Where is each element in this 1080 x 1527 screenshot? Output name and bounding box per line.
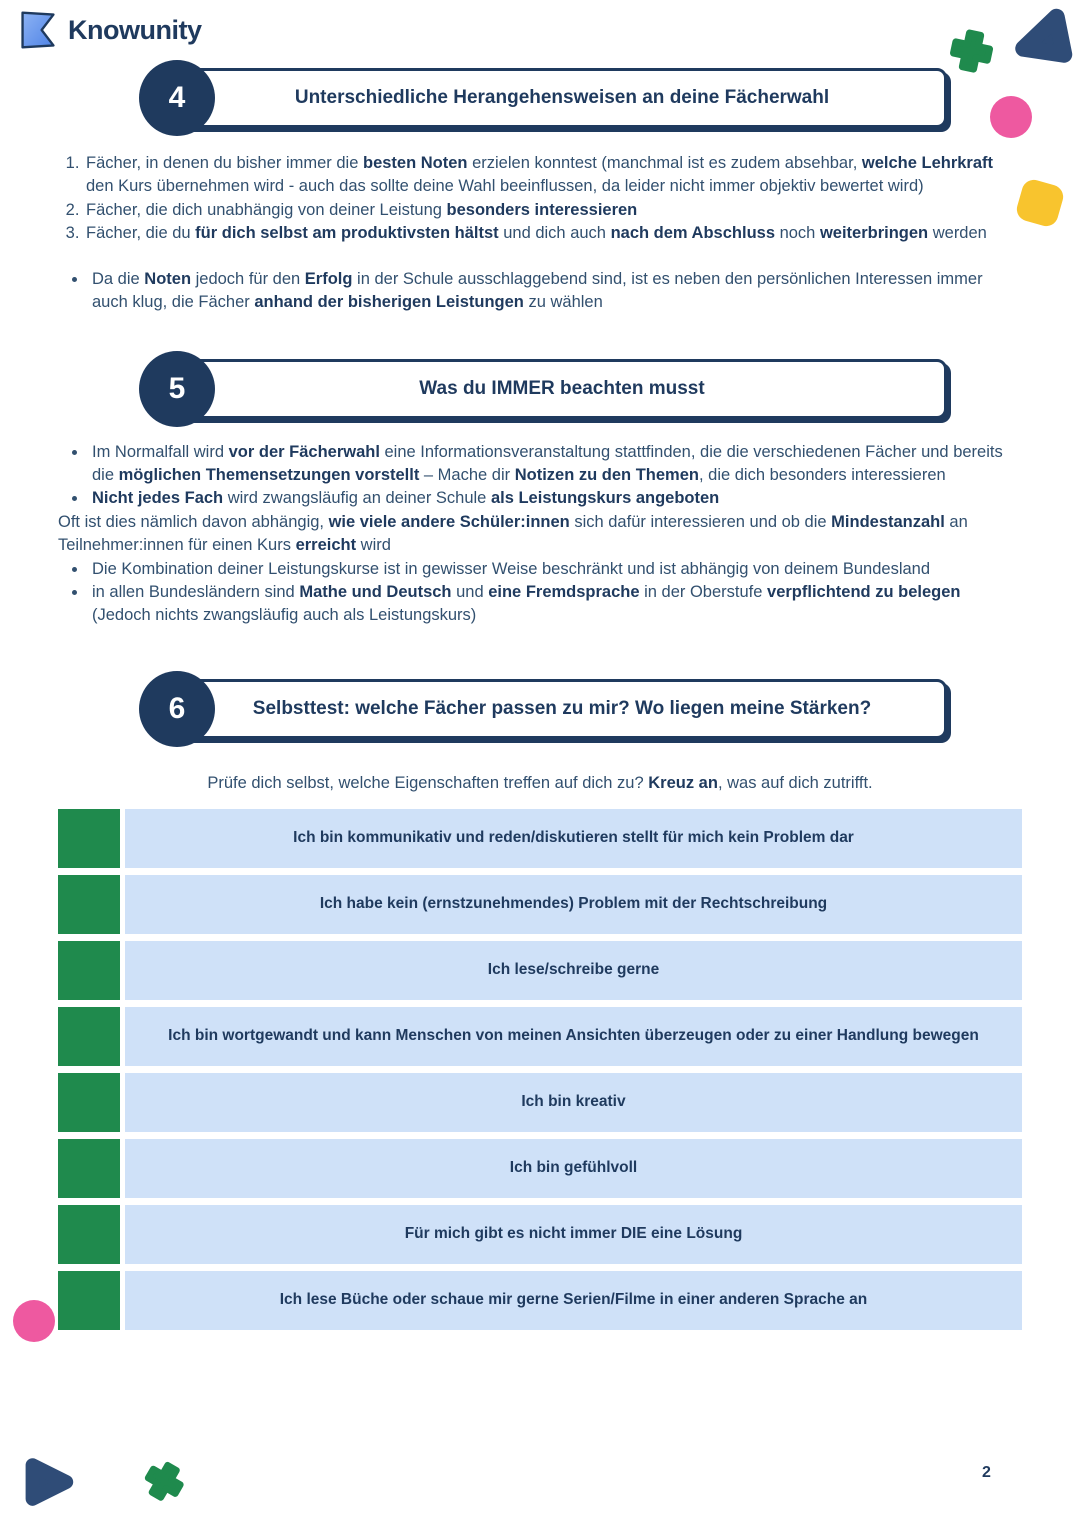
section-4-header bbox=[168, 68, 947, 128]
checklist-statement: Ich lese Büche oder schaue mir gerne Serien/Filme in einer anderen Sprache an bbox=[125, 1271, 1022, 1330]
knowunity-logo-icon bbox=[18, 10, 58, 50]
checklist-row bbox=[58, 809, 1022, 868]
checklist-statement: Ich lese/schreibe gerne bbox=[125, 941, 1022, 1000]
section-5 bbox=[0, 359, 1080, 628]
selftest-checklist bbox=[58, 809, 1022, 1330]
section-5-title-box bbox=[177, 359, 947, 419]
section-5-title: Was du IMMER beachten musst bbox=[419, 377, 705, 399]
always-consider-list bbox=[58, 441, 1022, 628]
checkbox-cell[interactable] bbox=[58, 809, 120, 868]
checklist-row bbox=[58, 941, 1022, 1000]
plus-icon-bottom-left bbox=[133, 1453, 193, 1515]
consideration-item: • Nicht jedes Fach wird zwangsläufig an deiner Schule als Leistungskurs angeboten bbox=[88, 487, 1022, 510]
approaches-note-list bbox=[64, 268, 1022, 315]
consideration-item: • Im Normalfall wird vor der Fächerwahl eine Informationsveranstaltung stattfinden, die die verschiedenen Fächer und bereits die möglichen Themensetzungen vorstellt – Mache dir Notizen zu den Themen, die dich besonders interessieren bbox=[88, 441, 1022, 488]
checklist-statement: Ich bin kommunikativ und reden/diskutieren stellt für mich kein Problem dar bbox=[125, 809, 1022, 868]
consideration-item: Oft ist dies nämlich davon abhängig, wie viele andere Schüler:innen sich dafür interessieren und ob die Mindestanzahl an Teilnehmer:innen für einen Kurs erreicht wird bbox=[58, 512, 968, 555]
approaches-numbered-list bbox=[58, 152, 1022, 246]
knowunity-logo-text: Knowunity bbox=[68, 14, 202, 45]
checkbox-cell[interactable] bbox=[58, 1007, 120, 1066]
checklist-row bbox=[58, 1139, 1022, 1198]
checkbox-cell[interactable] bbox=[58, 1139, 120, 1198]
section-5-header bbox=[168, 359, 947, 419]
checklist-row bbox=[58, 875, 1022, 934]
consideration-item: • in allen Bundesländern sind Mathe und Deutsch und eine Fremdsprache in der Oberstufe verpflichtend zu belegen (Jedoch nichts zwangsläufig auch als Leistungskurs) bbox=[88, 581, 1022, 628]
approach-item: 1. Fächer, in denen du bisher immer die besten Noten erzielen konntest (manchmal ist es zudem absehbar, welche Lehrkraft den Kurs übernehmen wird - auch das sollte deine Wahl beeinflussen, da leider nicht immer objektiv bewertet wird) bbox=[84, 152, 1022, 199]
checklist-statement: Für mich gibt es nicht immer DIE eine Lösung bbox=[125, 1205, 1022, 1264]
selftest-intro: Prüfe dich selbst, welche Eigenschaften treffen auf dich zu? Kreuz an, was auf dich zutrifft. bbox=[207, 773, 873, 792]
checklist-row bbox=[58, 1073, 1022, 1132]
checklist-statement: Ich habe kein (ernstzunehmendes) Problem mit der Rechtschreibung bbox=[125, 875, 1022, 934]
checklist-row bbox=[58, 1007, 1022, 1066]
section-4-title-box bbox=[177, 68, 947, 128]
checklist-statement: Ich bin gefühlvoll bbox=[125, 1139, 1022, 1198]
rounded-triangle-bottom-left-icon bbox=[20, 1452, 76, 1517]
checklist-row bbox=[58, 1205, 1022, 1264]
checkbox-cell[interactable] bbox=[58, 1205, 120, 1264]
section-6-title: Selbsttest: welche Fächer passen zu mir? Wo liegen meine Stärken? bbox=[252, 697, 872, 719]
section-4-number-badge: 4 bbox=[139, 60, 215, 136]
checkbox-cell[interactable] bbox=[58, 941, 120, 1000]
checkbox-cell[interactable] bbox=[58, 1073, 120, 1132]
checklist-statement: Ich bin wortgewandt und kann Menschen von meinen Ansichten überzeugen oder zu einer Handlung bewegen bbox=[125, 1007, 1022, 1066]
section-4-title: Unterschiedliche Herangehensweisen an deine Fächerwahl bbox=[294, 87, 830, 108]
section-6-title-box bbox=[177, 679, 947, 739]
page-number: 2 bbox=[982, 1464, 991, 1481]
approach-item: 2. Fächer, die dich unabhängig von deiner Leistung besonders interessieren bbox=[84, 199, 1022, 222]
checkbox-cell[interactable] bbox=[58, 875, 120, 934]
checklist-statement: Ich bin kreativ bbox=[125, 1073, 1022, 1132]
section-6-number-badge: 6 bbox=[139, 671, 215, 747]
approach-item: 3. Fächer, die du für dich selbst am produktivsten hältst und dich auch nach dem Abschluss noch weiterbringen werden bbox=[84, 222, 1022, 245]
section-6-header bbox=[168, 679, 947, 739]
knowunity-logo bbox=[0, 0, 1080, 50]
section-5-number-badge: 5 bbox=[139, 351, 215, 427]
section-6 bbox=[0, 679, 1080, 1330]
note-item: • Da die Noten jedoch für den Erfolg in der Schule ausschlaggebend sind, ist es neben den persönlichen Interessen immer auch klug, die Fächer anhand der bisherigen Leistungen zu wählen bbox=[88, 268, 1022, 315]
checklist-row bbox=[58, 1271, 1022, 1330]
checkbox-cell[interactable] bbox=[58, 1271, 120, 1330]
consideration-item: • Die Kombination deiner Leistungskurse ist in gewisser Weise beschränkt und ist abhängig von deinem Bundesland bbox=[88, 558, 1022, 581]
section-4 bbox=[0, 68, 1080, 315]
